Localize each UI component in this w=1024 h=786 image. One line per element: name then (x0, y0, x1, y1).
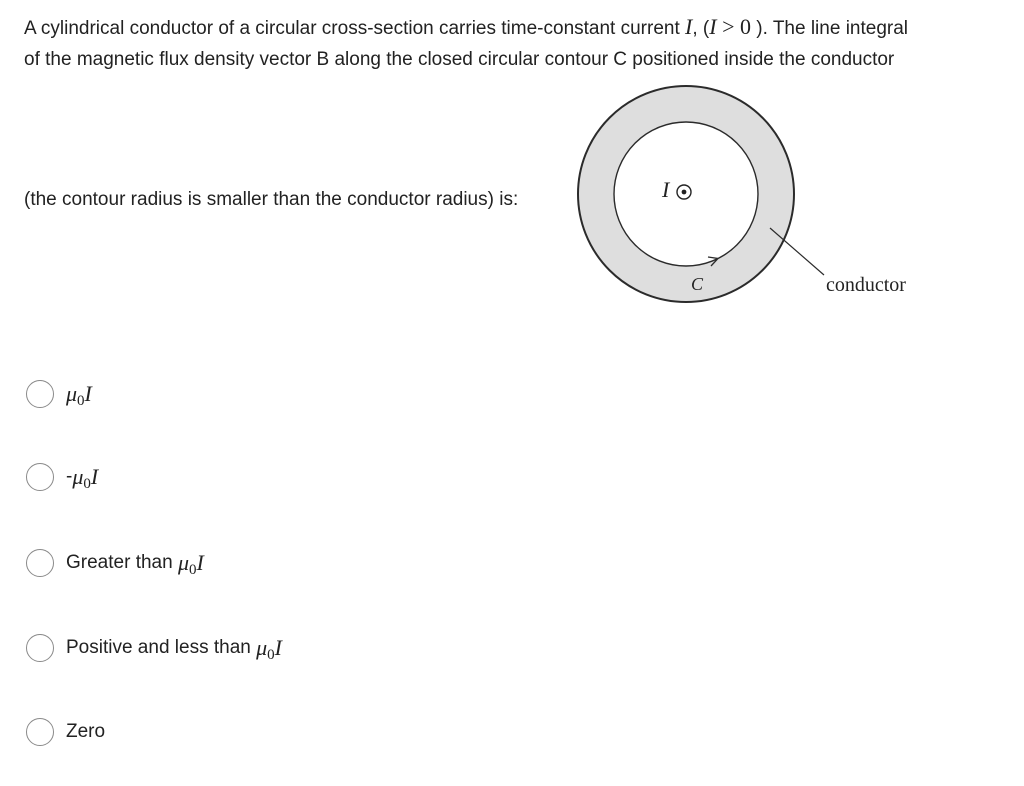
question-text-1: A cylindrical conductor of a circular cross-section carries time-constant current (24, 18, 686, 39)
contour-c (614, 122, 758, 266)
option-3[interactable] (26, 549, 204, 577)
option-2-prefix: - (66, 466, 73, 487)
option-3-text: Greater than (66, 552, 178, 573)
option-2-radio[interactable] (26, 463, 54, 491)
option-4[interactable] (26, 634, 282, 662)
option-4-text: Positive and less than (66, 637, 257, 658)
option-5-text: Zero (66, 721, 106, 742)
conductor-figure (560, 80, 940, 320)
option-1-math: μ0I (66, 381, 92, 409)
math-gt: > (716, 14, 740, 39)
option-5[interactable] (26, 718, 105, 746)
question-close: ). The line integral (751, 18, 909, 39)
option-2[interactable] (26, 463, 98, 491)
question-line-2: of the magnetic flux density vector B along the closed circular contour C positioned inside the conductor (24, 49, 895, 70)
option-1[interactable] (26, 380, 92, 408)
question-line-3: (the contour radius is smaller than the conductor radius) is: (24, 189, 519, 210)
contour-label: C (691, 274, 704, 294)
option-1-radio[interactable] (26, 380, 54, 408)
option-4-math: μ0I (256, 635, 282, 663)
current-label: I (662, 177, 670, 202)
math-cond-I: I (709, 14, 717, 39)
math-current-symbol: I (685, 14, 693, 39)
conductor-label: conductor (826, 274, 906, 296)
question-line-1 (24, 15, 908, 41)
math-zero: 0 (740, 14, 751, 39)
option-3-math: μ0I (177, 550, 204, 578)
question-cond-open: , ( (692, 18, 710, 39)
option-3-radio[interactable] (26, 549, 54, 577)
option-5-radio[interactable] (26, 718, 54, 746)
option-2-math: μ0I (72, 464, 99, 492)
option-4-radio[interactable] (26, 634, 54, 662)
